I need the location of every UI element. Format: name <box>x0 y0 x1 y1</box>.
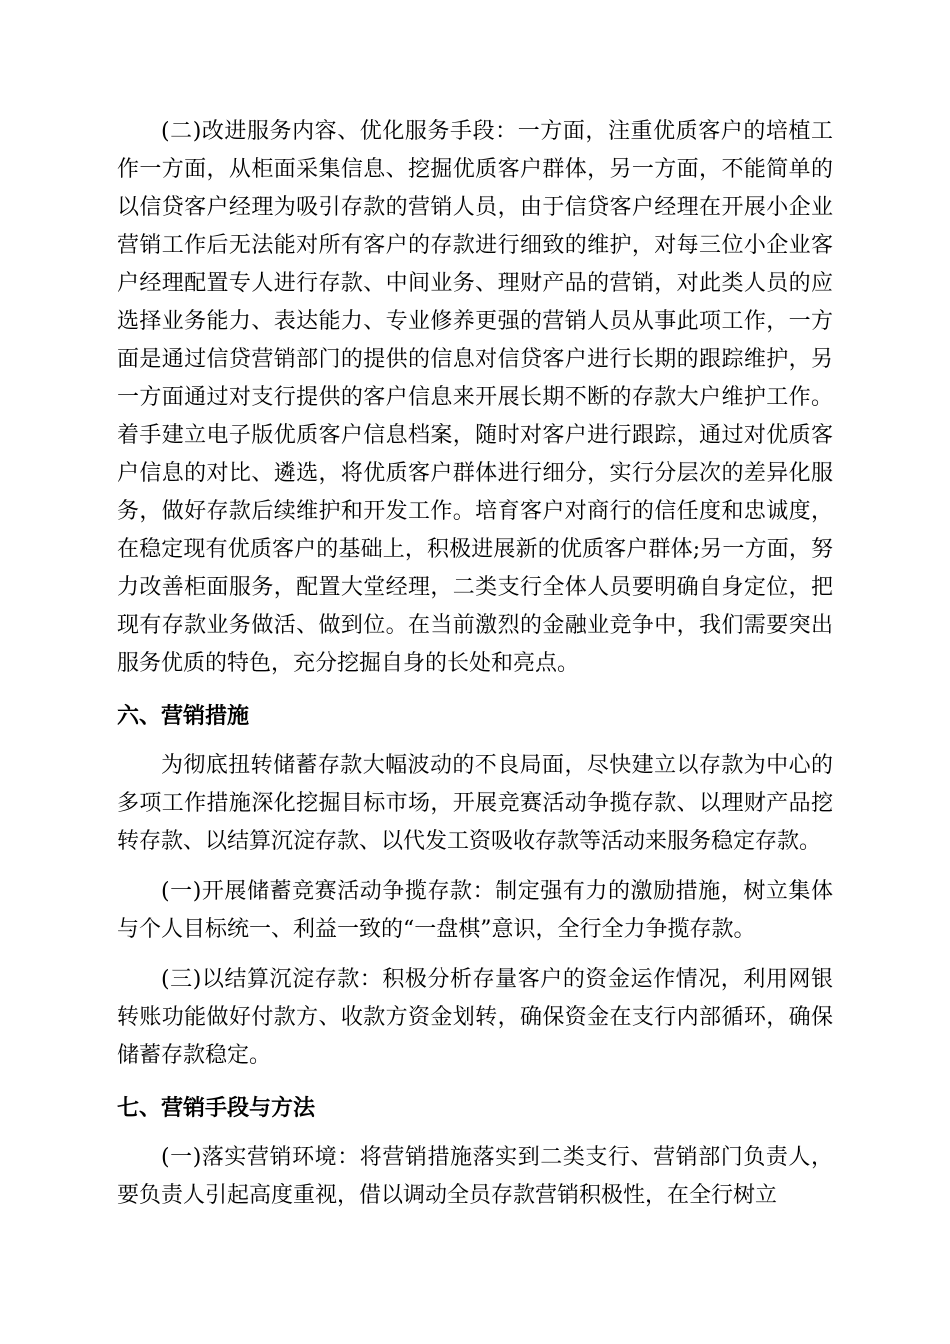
section-heading-marketing-measures: 六、营销措施 <box>117 703 250 729</box>
document-body <box>117 113 833 1215</box>
paragraph-savings-competition: (一)开展储蓄竞赛活动争揽存款：制定强有力的激励措施，树立集体与个人目标统一、利益一致的“一盘棋”意识，全行全力争揽存款。 <box>117 879 833 942</box>
section-heading-marketing-methods: 七、营销手段与方法 <box>117 1095 316 1121</box>
paragraph-settlement-deposits: (三)以结算沉淀存款：积极分析存量客户的资金运作情况，利用网银转账功能做好付款方、收款方资金划转，确保资金在支行内部循环，确保储蓄存款稳定。 <box>117 967 833 1068</box>
paragraph-marketing-measures-intro: 为彻底扭转储蓄存款大幅波动的不良局面，尽快建立以存款为中心的多项工作措施深化挖掘目标市场，开展竞赛活动争揽存款、以理财产品挖转存款、以结算沉淀存款、以代发工资吸收存款等活动来服务稳定存款。 <box>117 753 833 854</box>
paragraph-service-improvement: (二)改进服务内容、优化服务手段：一方面，注重优质客户的培植工作一方面，从柜面采集信息、挖掘优质客户群体，另一方面，不能简单的以信贷客户经理为吸引存款的营销人员，由于信贷客户经理在开展小企业营销工作后无法能对所有客户的存款进行细致的维护，对每三位小企业客户经理配置专人进行存款、中间业务、理财产品的营销，对此类人员的应选择业务能力、表达能力、专业修养更强的营销人员从事此项工作，一方面是通过信贷营销部门的提供的信息对信贷客户进行长期的跟踪维护，另一方面通过对支行提供的客户信息来开展长期不断的存款大户维护工作。着手建立电子版优质客户信息档案，随时对客户进行跟踪，通过对优质客户信息的对比、遴选，将优质客户群体进行细分，实行分层次的差异化服务，做好存款后续维护和开发工作。培育客户对商行的信任度和忠诚度，在稳定现有优质客户的基础上，积极进展新的优质客户群体;另一方面，努力改善柜面服务，配置大堂经理，二类支行全体人员要明确自身定位，把现有存款业务做活、做到位。在当前激烈的金融业竞争中，我们需要突出服务优质的特色，充分挖掘自身的长处和亮点。 <box>117 119 833 676</box>
paragraph-marketing-environment: (一)落实营销环境：将营销措施落实到二类支行、营销部门负责人，要负责人引起高度重视，借以调动全员存款营销积极性，在全行树立 <box>117 1145 833 1208</box>
